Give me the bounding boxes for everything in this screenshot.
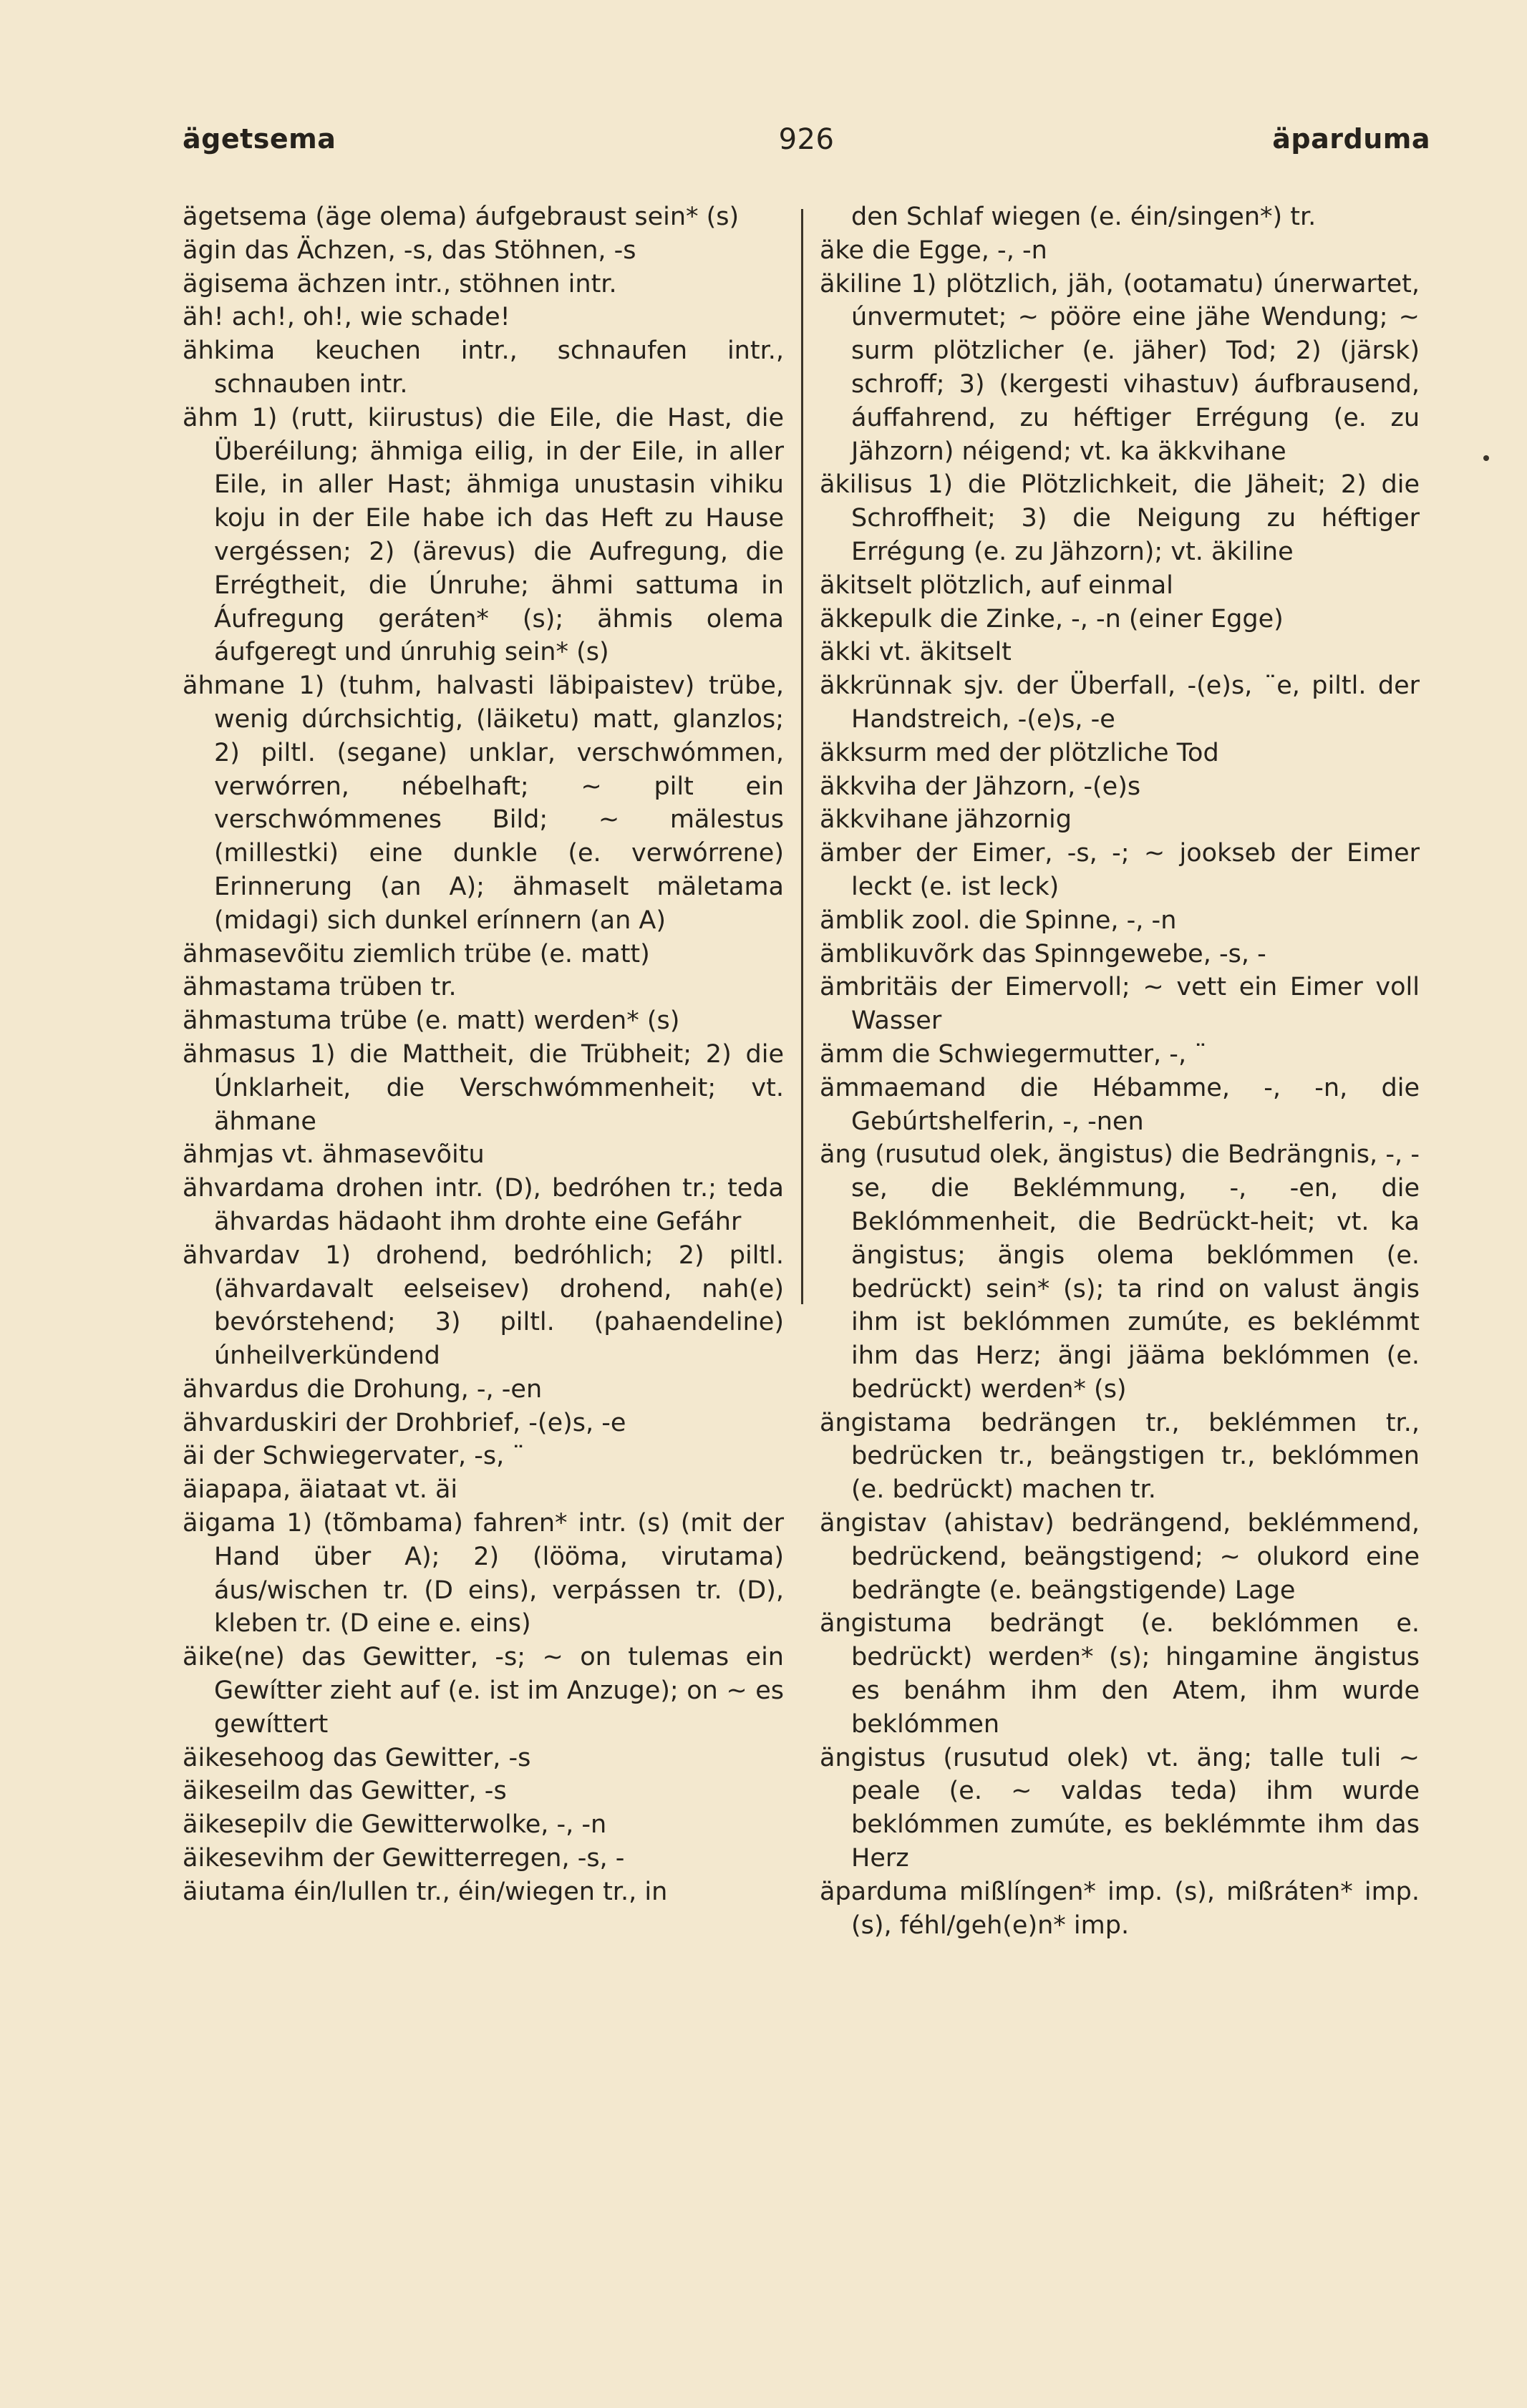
dictionary-entry: äike(ne) das Gewitter, -s; ~ on tulemas ein Gewítter zieht auf (e. ist im Anzuge); on ~ es gewíttert: [183, 1643, 784, 1739]
dictionary-entry: äkilisus 1) die Plötzlichkeit, die Jäheit; 2) die Schroffheit; 3) die Neigung zu héftiger Errégung (e. zu Jähzorn); vt. äkiline: [820, 470, 1420, 566]
dictionary-entry: ämblik zool. die Spinne, -, -n: [820, 906, 1177, 935]
dictionary-entry: ähm 1) (rutt, kiirustus) die Eile, die Hast, die Überéilung; ähmiga eilig, in der Eile, in aller Eile, in aller Hast; ähmiga unustasin vihiku koju in der Eile habe ich das Heft zu Hause vergéssen; 2) (ärevus) die Aufregung, die Errégtheit, die Únruhe; ähmi sattuma in Áufregung geráten* (s); ähmis olema áufgeregt und únruhig sein* (s): [183, 403, 784, 667]
print-speck: [1483, 455, 1489, 461]
dictionary-entry: äikesevihm der Gewitterregen, -s, -: [183, 1844, 625, 1873]
dictionary-entry: äigama 1) (tõmbama) fahren* intr. (s) (mit der Hand über A); 2) (lööma, virutama) áus/wischen tr. (D eins), verpássen tr. (D), kleben tr. (D eine e. eins): [183, 1509, 784, 1638]
dictionary-entry: ähmastama trüben tr.: [183, 973, 457, 1002]
dictionary-entry: ähmane 1) (tuhm, halvasti läbipaistev) trübe, wenig dúrchsichtig, (läiketu) matt, glanzlos; 2) piltl. (segane) unklar, verschwómmen, verwórren, nébelhaft; ~ pilt ein verschwómmenes Bild; ~ mälestus (millestki) eine dunkle (e. verwórrene) Erinnerung (an A); ähmaselt mäletama (midagi) sich dunkel erínnern (an A): [183, 671, 784, 935]
dictionary-entry: äkkrünnak sjv. der Überfall, -(e)s, ¨e, piltl. der Handstreich, -(e)s, -e: [820, 671, 1420, 734]
column-divider: [801, 209, 803, 1304]
dictionary-entry: ämber der Eimer, -s, -; ~ jookseb der Eimer leckt (e. ist leck): [820, 839, 1420, 901]
dictionary-entry: äng (rusutud olek, ängistus) die Bedrängnis, -, -se, die Beklémmung, -, -en, die Beklómmenheit, die Bedrückt-heit; vt. ka ängistus; ängis olema beklómmen (e. bedrückt) sein* (s); ta rind on valust ängis ihm ist beklómmen zumúte, es beklémmt ihm das Herz; ängi jääma beklómmen (e. bedrückt) werden* (s): [820, 1140, 1420, 1404]
dictionary-entry: ähkima keuchen intr., schnaufen intr., schnauben intr.: [183, 336, 784, 399]
entry-continuation: den Schlaf wiegen (e. éin/singen*) tr.: [851, 203, 1317, 231]
dictionary-entry: äi der Schwiegervater, -s, ¨: [183, 1442, 525, 1471]
dictionary-entry: ägin das Ächzen, -s, das Stöhnen, -s: [183, 236, 636, 265]
dictionary-entry: äikesepilv die Gewitterwolke, -, -n: [183, 1810, 607, 1840]
dictionary-entry: ähmastuma trübe (e. matt) werden* (s): [183, 1006, 680, 1036]
dictionary-entry: äiapapa, äiataat vt. äi: [183, 1475, 458, 1505]
dictionary-entry: äkkviha der Jähzorn, -(e)s: [820, 772, 1141, 801]
dictionary-entry: ähvarduskiri der Drohbrief, -(e)s, -e: [183, 1408, 626, 1437]
dictionary-entry: ämblikuvõrk das Spinngewebe, -s, -: [820, 939, 1266, 968]
dictionary-entry: ämm die Schwiegermutter, -, ¨: [820, 1039, 1207, 1069]
dictionary-entry: ähmjas vt. ähmasevõitu: [183, 1140, 485, 1170]
dictionary-entry: ängistuma bedrängt (e. beklómmen e. bedrückt) werden* (s); hingamine ängistus es benáhm ihm den Atem, ihm wurde beklómmen: [820, 1609, 1420, 1739]
dictionary-entry: äh! ach!, oh!, wie schade!: [183, 303, 510, 332]
dictionary-entry: äkki vt. äkitselt: [820, 638, 1012, 667]
dictionary-entry: äkkepulk die Zinke, -, -n (einer Egge): [820, 604, 1284, 633]
dictionary-entry: ähmasus 1) die Mattheit, die Trübheit; 2) die Únklarheit, die Verschwómmenheit; vt. ähmane: [183, 1039, 784, 1136]
dictionary-entry: äkksurm med der plötzliche Tod: [820, 738, 1219, 767]
dictionary-entry: ämbritäis der Eimervoll; ~ vett ein Eimer voll Wasser: [820, 973, 1420, 1036]
dictionary-entry: ämmaemand die Hébamme, -, -n, die Gebúrtshelferin, -, -nen: [820, 1073, 1420, 1136]
page-header: [183, 123, 1430, 173]
page-number: 926: [778, 123, 835, 156]
dictionary-entry: ähvardus die Drohung, -, -en: [183, 1374, 543, 1404]
dictionary-entry: äke die Egge, -, -n: [820, 236, 1047, 265]
right-column: [820, 200, 1420, 2147]
dictionary-entry: äkkvihane jähzornig: [820, 805, 1072, 835]
dictionary-entry: ähmasevõitu ziemlich trübe (e. matt): [183, 939, 650, 968]
dictionary-entry: ängistav (ahistav) bedrängend, beklémmend, bedrückend, beängstigend; ~ olukord eine bedrängte (e. beängstigende) Lage: [820, 1509, 1420, 1605]
dictionary-entry: ähvardav 1) drohend, bedróhlich; 2) piltl. (ähvardavalt eelseisev) drohend, nah(e) bevórstehend; 3) piltl. (pahaendeline) únheilverkündend: [183, 1241, 784, 1371]
dictionary-entry: ähvardama drohen intr. (D), bedróhen tr.; teda ähvardas hädaoht ihm drohte eine Gefáhr: [183, 1174, 784, 1236]
dictionary-entry: äiutama éin/lullen tr., éin/wiegen tr., in: [183, 1877, 668, 1906]
dictionary-entry: ägisema ächzen intr., stöhnen intr.: [183, 269, 617, 298]
dictionary-entry: äparduma mißlíngen* imp. (s), mißráten* imp. (s), féhl/geh(e)n* imp.: [820, 1877, 1420, 1940]
dictionary-entry: ängistus (rusutud olek) vt. äng; talle tuli ~ peale (e. ~ valdas teda) ihm wurde beklómmen zumúte, es beklémmte ihm das Herz: [820, 1743, 1420, 1873]
left-column: [183, 200, 784, 2147]
dictionary-entry: äikeseilm das Gewitter, -s: [183, 1777, 507, 1806]
running-head-left: ägetsema: [183, 123, 336, 155]
dictionary-entry: ägetsema (äge olema) áufgebraust sein* (s): [183, 203, 740, 231]
dictionary-entry: äkiline 1) plötzlich, jäh, (ootamatu) únerwartet, únvermutet; ~ pööre eine jähe Wendung; ~ surm plötzlicher (e. jäher) Tod; 2) (järsk) schroff; 3) (kergesti vihastuv) áufbrausend, áuffahrend, zu héftiger Errégung (e. zu Jähzorn) néigend; vt. ka äkkvihane: [820, 269, 1420, 466]
dictionary-entry: äikesehoog das Gewitter, -s: [183, 1743, 531, 1772]
dictionary-entry: ängistama bedrängen tr., beklémmen tr., bedrücken tr., beängstigen tr., beklómmen (e. bedrückt) machen tr.: [820, 1408, 1420, 1505]
running-head-right: äparduma: [1272, 123, 1430, 155]
dictionary-entry: äkitselt plötzlich, auf einmal: [820, 571, 1173, 600]
